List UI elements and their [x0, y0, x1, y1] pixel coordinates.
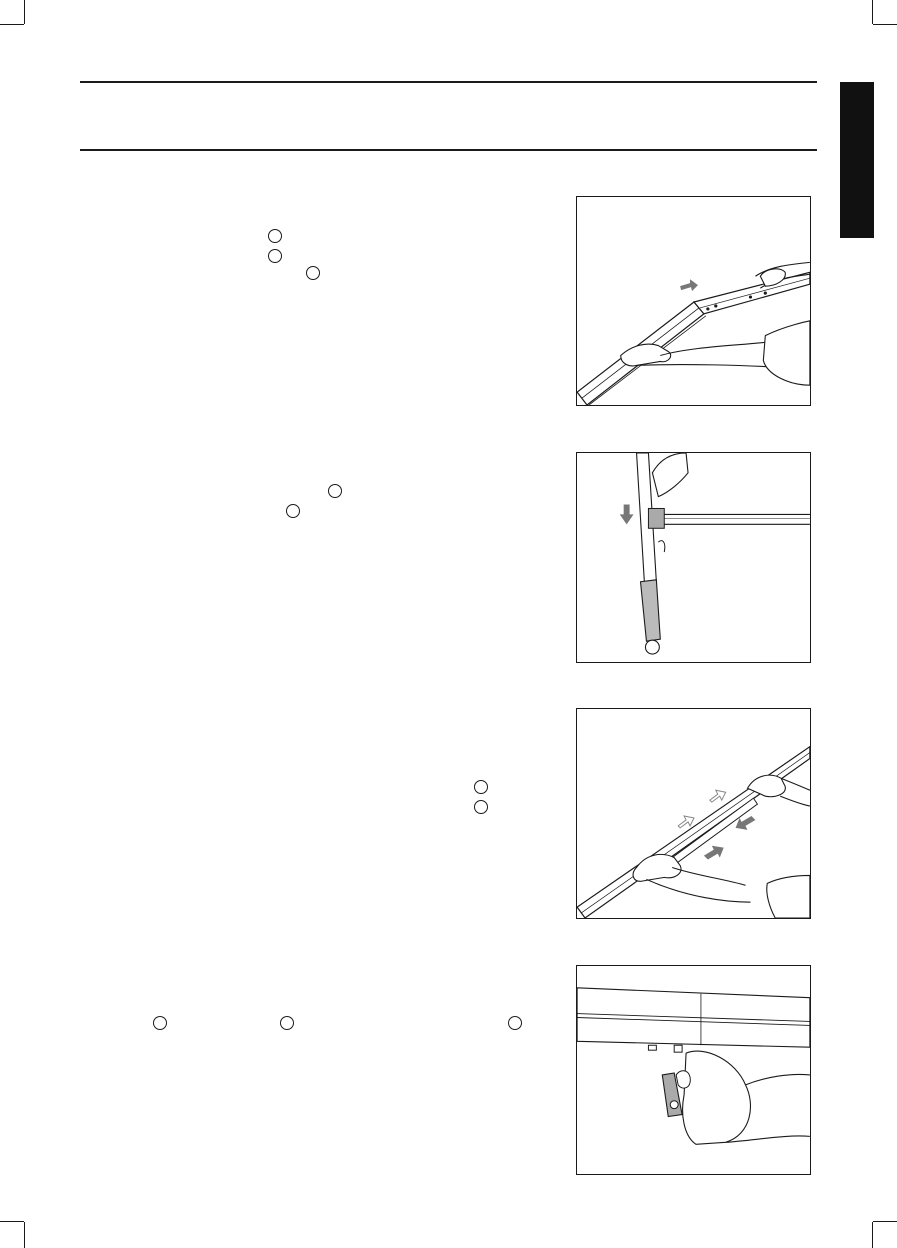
arrow-outline-icon — [678, 816, 694, 828]
reference-circle — [268, 249, 282, 263]
reference-circle — [280, 1016, 294, 1030]
arrow-outline-icon — [710, 790, 726, 802]
reference-circle — [153, 1016, 167, 1030]
crop-mark-tr-h — [873, 24, 897, 25]
illustration-leg-attached — [577, 453, 810, 662]
crop-mark-br-v — [872, 1222, 873, 1248]
header-rule-bottom — [80, 149, 817, 151]
reference-circle — [508, 1016, 522, 1030]
crop-mark-bl-v — [24, 1222, 25, 1248]
illustration-crossbar-slid — [577, 709, 810, 918]
figure-key-tightened — [576, 965, 811, 1175]
crop-mark-tl-v — [24, 0, 25, 24]
reference-circle — [286, 504, 300, 518]
arrow-right-icon — [680, 279, 698, 291]
illustration-key-tightened — [577, 966, 810, 1174]
reference-circle — [474, 780, 488, 794]
crop-mark-tl-h — [0, 24, 24, 25]
figure-frame-rails-joined — [576, 196, 811, 406]
crop-mark-tr-v — [872, 0, 873, 24]
illustration-rails-joined — [577, 197, 810, 405]
reference-circle — [328, 484, 342, 498]
figure-leg-attached — [576, 452, 811, 663]
arrow-down-icon — [620, 505, 634, 525]
arrow-right-icon — [704, 846, 724, 860]
reference-circle — [306, 266, 320, 280]
crop-mark-bl-h — [0, 1221, 24, 1222]
reference-circle — [474, 800, 488, 814]
crop-mark-br-h — [873, 1221, 897, 1222]
language-tab — [840, 82, 874, 238]
reference-circle — [268, 229, 282, 243]
figure-crossbar-slid — [576, 708, 811, 919]
header-rule-top — [80, 81, 817, 83]
